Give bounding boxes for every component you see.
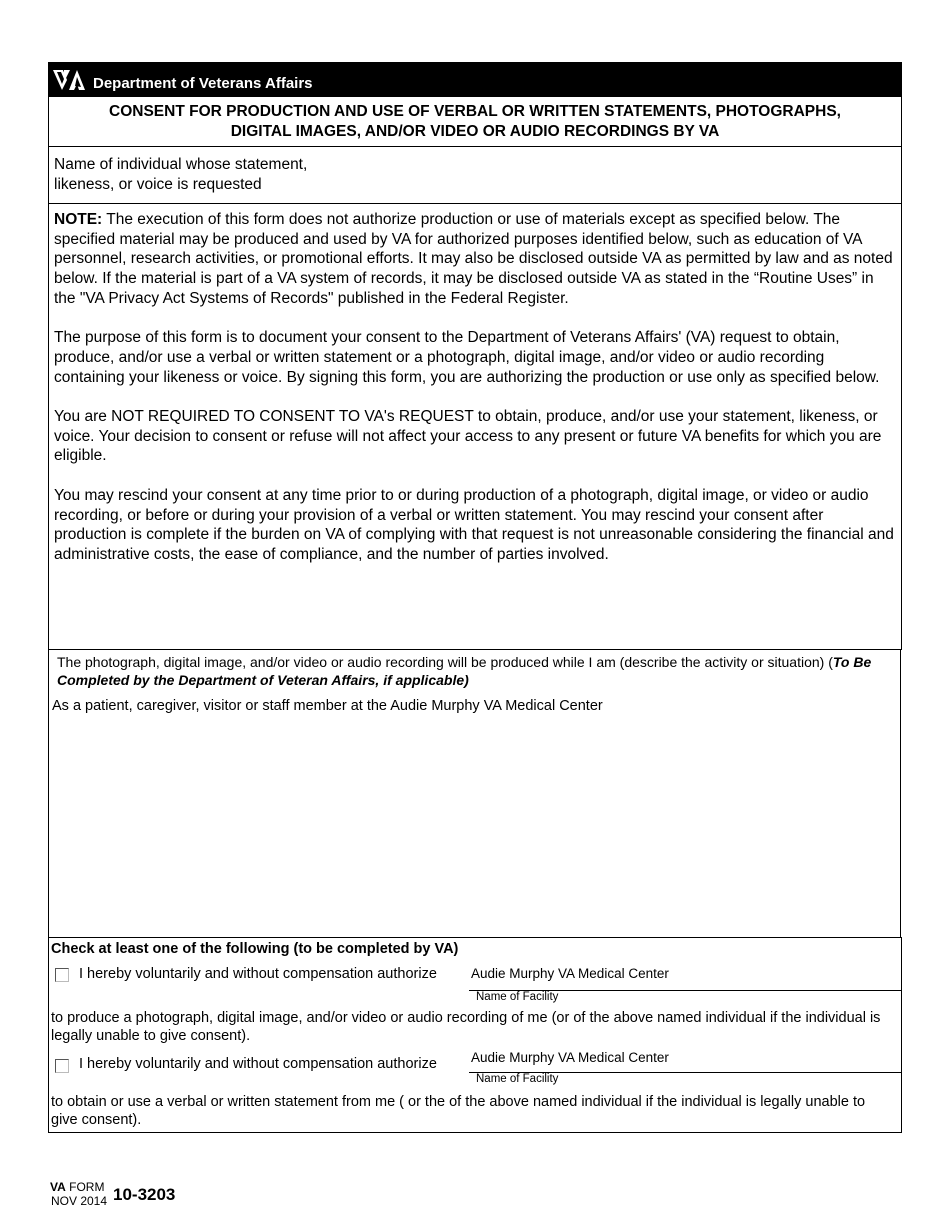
form-title-line-1: CONSENT FOR PRODUCTION AND USE OF VERBAL OR WRITTEN STATEMENTS, PHOTOGRAPHS, — [109, 103, 841, 120]
activity-value[interactable]: As a patient, caregiver, visitor or staff member at the Audie Murphy VA Medical Center — [52, 698, 603, 714]
facility-name-field-2[interactable]: Audie Murphy VA Medical Center — [471, 1050, 669, 1065]
authorize-text-1: I hereby voluntarily and without compensation authorize — [79, 966, 437, 982]
note-paragraph-3: You are NOT REQUIRED TO CONSENT TO VA's REQUEST to obtain, produce, and/or use your statement, likeness, or voice. Your decision to consent or refuse will not affect your access to any present or future VA benefits for which you are eligible. — [54, 408, 882, 465]
form-title-line-2: DIGITAL IMAGES, AND/OR VIDEO OR AUDIO RECORDINGS BY VA — [230, 123, 720, 140]
agency-name: Department of Veterans Affairs — [93, 75, 313, 92]
form-date: NOV 2014 — [51, 1194, 108, 1208]
note-section — [48, 204, 902, 650]
note-paragraph-4: You may rescind your consent at any time prior to or during production of a photograph, digital image, or video or audio recording, or before or during your provision of a verbal or written statement. You may rescind your consent after production is complete if the burden on VA of complying with that request is not unreasonable considering the financial and administrative costs, the ease of compliance, and the number of parties involved. — [54, 486, 894, 563]
va-logo-icon — [51, 64, 91, 96]
authorize-statement-checkbox[interactable] — [55, 1059, 69, 1073]
purpose-text-1: to produce a photograph, digital image, and/or video or audio recording of me (or of the above named individual if the individual is legally unable to give consent). — [51, 1010, 881, 1044]
note-paragraph-1: NOTE: The execution of this form does not authorize production or use of materials except as specified below. The specified material may be produced and used by VA for authorized purposes identified below, such as education of VA personnel, research activities, or promotional efforts. It may also be disclosed outside VA as permitted by law and as noted below. If the material is part of a VA system of records, it may be disclosed outside VA as stated in the “Routine Uses” in the "VA Privacy Act Systems of Records" published in the Federal Register. — [54, 211, 893, 307]
individual-name-label-1: Name of individual whose statement, — [54, 156, 308, 173]
activity-field[interactable] — [48, 650, 902, 938]
form-number: 10-3203 — [113, 1185, 176, 1204]
note-lead: NOTE: — [54, 211, 103, 228]
form-header — [48, 62, 902, 97]
form-title — [48, 97, 902, 147]
purpose-text-2: to obtain or use a verbal or written statement from me ( or the of the above named individual if the individual is legally unable to give consent). — [51, 1094, 866, 1128]
authorization-section — [48, 938, 902, 1133]
facility-label-2: Name of Facility — [476, 1073, 559, 1085]
authorization-heading: Check at least one of the following (to be completed by VA) — [51, 941, 459, 957]
individual-name-field[interactable] — [48, 147, 902, 204]
authorize-production-checkbox[interactable] — [55, 968, 69, 982]
authorize-text-2: I hereby voluntarily and without compensation authorize — [79, 1056, 437, 1072]
note-paragraph-2: The purpose of this form is to document your consent to the Department of Veterans Affairs' (VA) request to obtain, produce, and/or use a verbal or written statement or a photograph, digital image, and/or video or audio recording containing your likeness or voice. By signing this form, you are authorizing the production or use only as specified below. — [54, 329, 880, 386]
activity-label: The photograph, digital image, and/or video or audio recording will be produced while I am (describe the activity or situation) (To Be Completed by the Department of Veteran Affairs, if applicable) — [57, 654, 872, 688]
form-footer — [50, 1180, 176, 1208]
individual-name-label-2: likeness, or voice is requested — [54, 176, 262, 193]
form-label: VA FORM — [50, 1180, 105, 1194]
consent-form — [48, 62, 902, 1133]
facility-label-1: Name of Facility — [476, 991, 559, 1003]
facility-name-field-1[interactable]: Audie Murphy VA Medical Center — [471, 966, 669, 981]
